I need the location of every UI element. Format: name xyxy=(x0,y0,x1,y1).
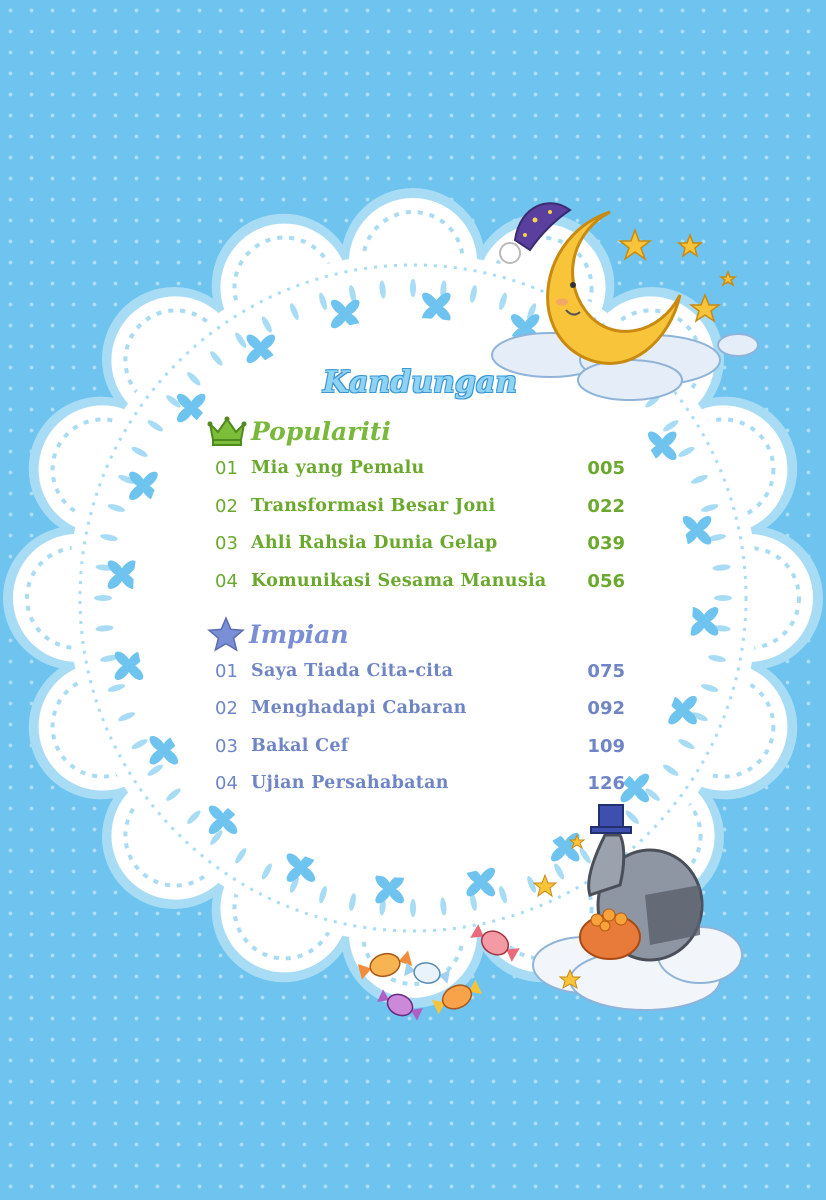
toc-entry[interactable] xyxy=(215,571,625,599)
section-heading-populariti xyxy=(207,415,391,447)
entry-page: 039 xyxy=(587,533,625,554)
entry-number: 01 xyxy=(215,458,238,479)
entry-number: 04 xyxy=(215,773,238,794)
entry-number: 02 xyxy=(215,496,238,517)
candies-illustration xyxy=(355,915,530,1030)
toc-entry[interactable] xyxy=(215,458,625,486)
entry-title: Ahli Rahsia Dunia Gelap xyxy=(251,533,498,553)
crown-icon xyxy=(207,415,247,447)
toc-entry[interactable] xyxy=(215,661,625,689)
entry-title: Menghadapi Cabaran xyxy=(251,698,467,718)
entry-page: 092 xyxy=(587,698,625,719)
entry-page: 126 xyxy=(587,773,625,794)
entry-title: Mia yang Pemalu xyxy=(251,458,425,478)
entry-number: 01 xyxy=(215,661,238,682)
entry-number: 04 xyxy=(215,571,238,592)
entry-title: Komunikasi Sesama Manusia xyxy=(251,571,547,591)
entry-page: 056 xyxy=(587,571,625,592)
anteater-on-cloud-illustration xyxy=(525,795,755,1020)
toc-entry[interactable] xyxy=(215,736,625,764)
entry-page: 109 xyxy=(587,736,625,757)
entry-number: 03 xyxy=(215,736,238,757)
entry-number: 02 xyxy=(215,698,238,719)
toc-entry[interactable] xyxy=(215,698,625,726)
entry-title: Bakal Cef xyxy=(251,736,349,756)
section-heading-impian xyxy=(207,616,349,652)
entry-page: 075 xyxy=(587,661,625,682)
entry-page: 022 xyxy=(587,496,625,517)
toc-entry[interactable] xyxy=(215,496,625,524)
toc-entry[interactable] xyxy=(215,533,625,561)
entry-title: Saya Tiada Cita-cita xyxy=(251,661,454,681)
entry-number: 03 xyxy=(215,533,238,554)
entry-title: Transformasi Besar Joni xyxy=(251,496,496,516)
entry-title: Ujian Persahabatan xyxy=(251,773,449,793)
section-title: Impian xyxy=(249,619,349,649)
star-icon xyxy=(207,616,245,652)
page-title: Kandungan xyxy=(322,365,518,400)
section-title: Populariti xyxy=(251,416,391,446)
entry-page: 005 xyxy=(587,458,625,479)
